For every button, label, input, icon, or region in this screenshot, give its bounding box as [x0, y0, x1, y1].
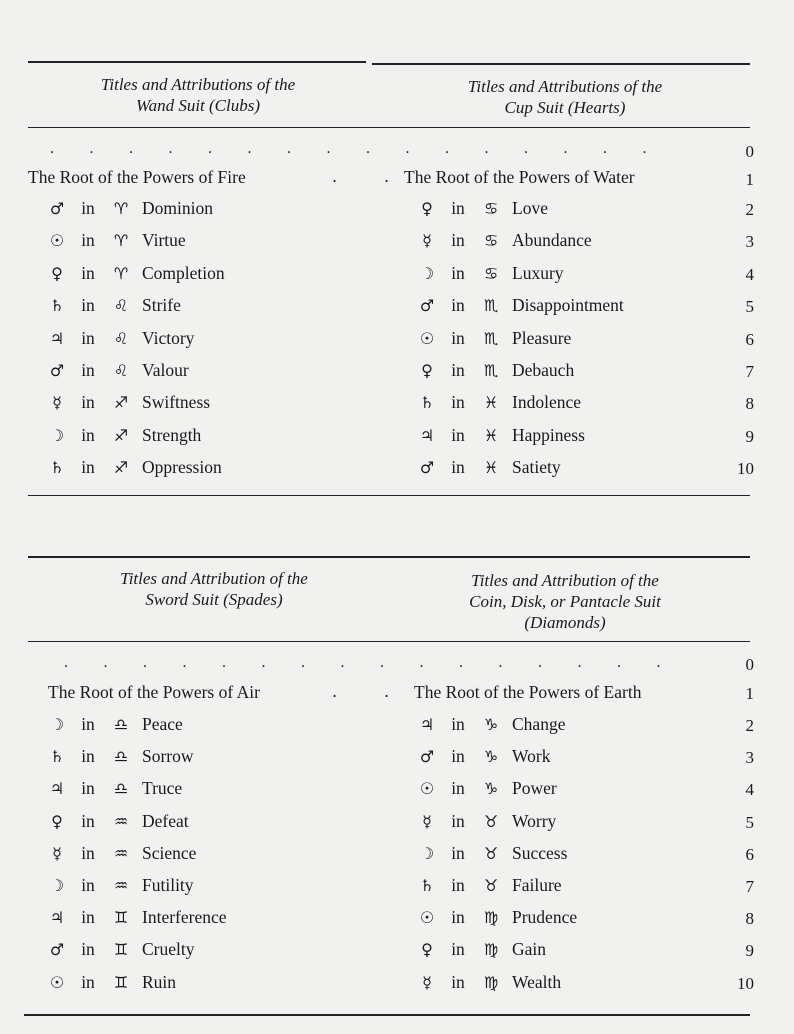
card-title: Work	[512, 746, 551, 767]
root-separator: .	[384, 682, 390, 701]
card-title: Victory	[142, 327, 195, 348]
zodiac-sign-symbol: ♏	[483, 296, 499, 316]
card-title: Indolence	[512, 392, 581, 413]
card-title: Worry	[512, 810, 557, 831]
in-word: in	[451, 198, 465, 218]
planet-symbol: ☿	[52, 843, 62, 863]
row-number-1: 1	[745, 170, 754, 189]
card-title: Oppression	[142, 457, 222, 478]
zodiac-sign-symbol: ♈	[113, 231, 129, 251]
zodiac-sign-symbol: ♍	[483, 908, 499, 928]
attribution-row	[414, 295, 624, 316]
in-word: in	[81, 457, 95, 478]
planet-symbol: ♂	[419, 747, 435, 767]
card-title: Love	[512, 198, 548, 218]
planet-symbol: ♂	[49, 199, 65, 218]
attribution-row	[414, 360, 574, 381]
planet-symbol: ☿	[422, 231, 432, 251]
planet-symbol: ☉	[49, 972, 65, 992]
in-word: in	[451, 295, 465, 316]
planet-symbol: ♃	[419, 715, 435, 734]
row-number-4: 4	[745, 780, 754, 800]
planet-symbol: ♄	[49, 458, 65, 478]
sword-root: The Root of the Powers of Air	[48, 682, 260, 702]
in-word: in	[81, 424, 95, 445]
card-title: Futility	[142, 875, 194, 895]
row-number-0: 0	[745, 655, 754, 674]
row-number-5: 5	[745, 297, 754, 317]
attribution-row	[414, 972, 561, 993]
top-rule-2	[28, 556, 750, 558]
in-word: in	[451, 971, 465, 992]
zodiac-sign-symbol: ♈	[113, 199, 129, 218]
in-word: in	[81, 262, 95, 283]
card-title: Ruin	[142, 971, 177, 992]
in-word: in	[451, 424, 465, 445]
card-title: Strife	[142, 295, 181, 316]
planet-symbol: ♄	[419, 393, 435, 413]
in-word: in	[81, 198, 95, 218]
zodiac-sign-symbol: ♑	[483, 715, 499, 734]
card-title: Debauch	[512, 360, 575, 380]
planet-symbol: ☿	[52, 393, 62, 413]
card-title: Success	[512, 842, 568, 863]
card-title: Peace	[142, 714, 183, 734]
attribution-row	[414, 392, 581, 413]
planet-symbol: ♂	[419, 296, 435, 316]
planet-symbol: ☽	[419, 843, 435, 863]
in-word: in	[81, 714, 95, 734]
attribution-row	[414, 263, 564, 284]
root-separator: .	[332, 167, 338, 186]
card-title: Swiftness	[142, 392, 211, 413]
zodiac-sign-symbol: ♉	[483, 843, 499, 863]
zodiac-sign-symbol: ♐	[113, 458, 129, 478]
coin-suit-heading: Titles and Attribution of the Coin, Disk, or Pantacle Suit (Diamonds)	[469, 571, 661, 632]
in-word: in	[81, 230, 95, 251]
in-word: in	[451, 392, 465, 413]
row-number-5: 5	[745, 812, 754, 832]
planet-symbol: ♂	[419, 458, 435, 478]
cup-suit-heading: Titles and Attributions of the Cup Suit (Hearts)	[467, 77, 663, 117]
zodiac-sign-symbol: ♑	[483, 747, 499, 767]
root-separator: .	[384, 167, 390, 186]
card-title: Wealth	[512, 971, 562, 992]
in-word: in	[81, 810, 95, 831]
in-word: in	[451, 714, 465, 734]
in-word: in	[451, 939, 465, 960]
row-number-3: 3	[745, 232, 754, 252]
card-title: Luxury	[512, 262, 564, 283]
zodiac-sign-symbol: ♓	[483, 458, 499, 478]
planet-symbol: ☽	[419, 263, 435, 283]
card-title: Prudence	[512, 907, 578, 928]
zodiac-sign-symbol: ♒	[113, 876, 129, 895]
wand-suit-heading: Titles and Attributions of the Wand Suit (Clubs)	[100, 75, 296, 115]
card-title: Science	[142, 842, 197, 863]
zodiac-sign-symbol: ♒	[113, 811, 129, 831]
attribution-row	[414, 778, 557, 799]
attribution-row	[44, 907, 227, 928]
attribution-row	[44, 392, 210, 413]
leader-dots-1: . . . . . . . . . . . . . . . .	[50, 140, 647, 157]
planet-symbol: ☉	[419, 908, 435, 928]
attribution-row	[414, 811, 556, 832]
attribution-row	[44, 843, 196, 864]
attribution-row	[414, 939, 546, 960]
in-word: in	[81, 295, 95, 316]
wand-root: The Root of the Powers of Fire	[28, 167, 246, 187]
row-number-10: 10	[737, 973, 754, 993]
attribution-row	[414, 425, 585, 446]
row-number-2: 2	[745, 200, 754, 219]
card-title: Completion	[142, 262, 225, 283]
in-word: in	[451, 262, 465, 283]
card-title: Disappointment	[512, 295, 624, 316]
attribution-row	[44, 457, 222, 478]
attribution-row	[44, 360, 189, 381]
row-number-9: 9	[745, 426, 754, 446]
card-title: Truce	[142, 778, 183, 799]
zodiac-sign-symbol: ♉	[483, 876, 499, 895]
planet-symbol: ♃	[419, 425, 435, 445]
row-number-0: 0	[745, 142, 754, 161]
attribution-row	[44, 746, 194, 767]
in-word: in	[81, 875, 95, 895]
in-word: in	[451, 746, 465, 767]
zodiac-sign-symbol: ♊	[113, 908, 129, 928]
row-number-4: 4	[745, 264, 754, 284]
in-word: in	[81, 327, 95, 348]
in-word: in	[451, 327, 465, 348]
attribution-row	[44, 328, 194, 349]
attribution-row	[414, 198, 548, 219]
attribution-row	[44, 425, 201, 446]
attribution-row	[44, 198, 213, 219]
planet-symbol: ♀	[421, 199, 433, 218]
planet-symbol: ♀	[51, 263, 63, 283]
attribution-row	[44, 295, 181, 316]
planet-symbol: ♂	[49, 361, 65, 380]
zodiac-sign-symbol: ♋	[483, 263, 499, 283]
zodiac-sign-symbol: ♎	[113, 747, 129, 767]
coin-root: The Root of the Powers of Earth	[414, 682, 642, 702]
row-number-9: 9	[745, 941, 754, 961]
row-number-7: 7	[745, 362, 754, 381]
in-word: in	[81, 842, 95, 863]
attribution-row	[44, 875, 194, 896]
attribution-row	[414, 875, 562, 896]
zodiac-sign-symbol: ♒	[113, 843, 129, 863]
zodiac-sign-symbol: ♍	[483, 940, 499, 960]
zodiac-sign-symbol: ♐	[113, 425, 129, 445]
card-title: Interference	[142, 907, 227, 928]
attribution-row	[414, 328, 571, 349]
in-word: in	[81, 939, 95, 960]
zodiac-sign-symbol: ♓	[483, 393, 499, 413]
zodiac-sign-symbol: ♈	[113, 263, 129, 283]
row-number-7: 7	[745, 877, 754, 896]
zodiac-sign-symbol: ♌	[113, 361, 129, 380]
planet-symbol: ☽	[49, 876, 65, 895]
sword-suit-heading: Titles and Attribution of the Sword Suit (Spades)	[120, 569, 308, 609]
attribution-row	[44, 939, 195, 960]
row-number-6: 6	[745, 329, 754, 349]
card-title: Pleasure	[512, 327, 572, 348]
row-number-2: 2	[745, 716, 754, 735]
attribution-row	[414, 907, 577, 928]
card-title: Happiness	[512, 424, 585, 445]
zodiac-sign-symbol: ♎	[113, 715, 129, 734]
planet-symbol: ☽	[49, 715, 65, 734]
attribution-row	[44, 230, 186, 251]
leader-dots-2: . . . . . . . . . . . . . . . .	[64, 654, 661, 671]
planet-symbol: ♀	[421, 940, 433, 960]
in-word: in	[451, 457, 465, 478]
zodiac-sign-symbol: ♎	[113, 779, 129, 799]
in-word: in	[81, 392, 95, 413]
attribution-row	[414, 230, 592, 251]
zodiac-sign-symbol: ♌	[113, 328, 129, 348]
in-word: in	[81, 907, 95, 928]
in-word: in	[451, 907, 465, 928]
card-title: Strength	[142, 424, 202, 445]
planet-symbol: ☽	[49, 425, 65, 445]
zodiac-sign-symbol: ♓	[483, 425, 499, 445]
planet-symbol: ☉	[419, 779, 435, 799]
planet-symbol: ☿	[422, 811, 432, 831]
attribution-row	[414, 843, 567, 864]
planet-symbol: ♃	[49, 908, 65, 928]
attribution-row	[44, 972, 176, 993]
attribution-row	[414, 746, 550, 767]
attribution-row	[414, 457, 561, 478]
zodiac-sign-symbol: ♍	[483, 972, 499, 992]
zodiac-sign-symbol: ♋	[483, 199, 499, 218]
attribution-row	[44, 263, 225, 284]
zodiac-sign-symbol: ♏	[483, 361, 499, 380]
zodiac-sign-symbol: ♊	[113, 940, 129, 960]
in-word: in	[451, 842, 465, 863]
in-word: in	[451, 360, 465, 380]
row-number-8: 8	[745, 909, 754, 929]
attribution-row	[414, 714, 565, 735]
card-title: Satiety	[512, 457, 561, 478]
card-title: Defeat	[142, 810, 189, 831]
bottom-rule-2	[24, 1014, 750, 1016]
card-title: Power	[512, 778, 557, 799]
planet-symbol: ♃	[49, 328, 65, 348]
header-rule-1	[28, 127, 750, 128]
zodiac-sign-symbol: ♉	[483, 811, 499, 831]
planet-symbol: ♀	[51, 811, 63, 831]
in-word: in	[81, 778, 95, 799]
attribution-row	[44, 811, 189, 832]
in-word: in	[451, 230, 465, 251]
planet-symbol: ☿	[422, 972, 432, 992]
row-number-8: 8	[745, 394, 754, 414]
row-number-1: 1	[745, 684, 754, 703]
in-word: in	[451, 810, 465, 831]
planet-symbol: ☉	[419, 328, 435, 348]
planet-symbol: ♀	[421, 361, 433, 380]
bottom-rule-1	[28, 495, 750, 496]
planet-symbol: ☉	[49, 231, 65, 251]
root-separator: .	[332, 682, 338, 701]
zodiac-sign-symbol: ♐	[113, 393, 129, 413]
planet-symbol: ♃	[49, 779, 65, 799]
planet-symbol: ♄	[49, 747, 65, 767]
planet-symbol: ♄	[419, 876, 435, 895]
row-number-6: 6	[745, 844, 754, 864]
header-rule-2	[28, 641, 750, 642]
in-word: in	[451, 875, 465, 895]
planet-symbol: ♂	[49, 940, 65, 960]
zodiac-sign-symbol: ♋	[483, 231, 499, 251]
row-number-10: 10	[737, 459, 754, 479]
card-title: Gain	[512, 939, 547, 960]
card-title: Change	[512, 714, 566, 734]
attribution-row	[44, 778, 182, 799]
cup-root: The Root of the Powers of Water	[404, 167, 635, 187]
in-word: in	[81, 746, 95, 767]
card-title: Dominion	[142, 198, 213, 218]
card-title: Sorrow	[142, 746, 194, 767]
card-title: Valour	[142, 360, 189, 380]
zodiac-sign-symbol: ♑	[483, 779, 499, 799]
zodiac-sign-symbol: ♌	[113, 296, 129, 316]
card-title: Virtue	[142, 230, 186, 251]
top-rule-right	[372, 63, 750, 65]
in-word: in	[451, 778, 465, 799]
card-title: Abundance	[512, 230, 592, 251]
card-title: Failure	[512, 875, 562, 895]
row-number-3: 3	[745, 748, 754, 768]
attribution-row	[44, 714, 183, 735]
in-word: in	[81, 971, 95, 992]
in-word: in	[81, 360, 95, 380]
zodiac-sign-symbol: ♏	[483, 328, 499, 348]
planet-symbol: ♄	[49, 296, 65, 316]
top-rule-left	[28, 61, 366, 63]
zodiac-sign-symbol: ♊	[113, 972, 129, 992]
card-title: Cruelty	[142, 939, 195, 960]
